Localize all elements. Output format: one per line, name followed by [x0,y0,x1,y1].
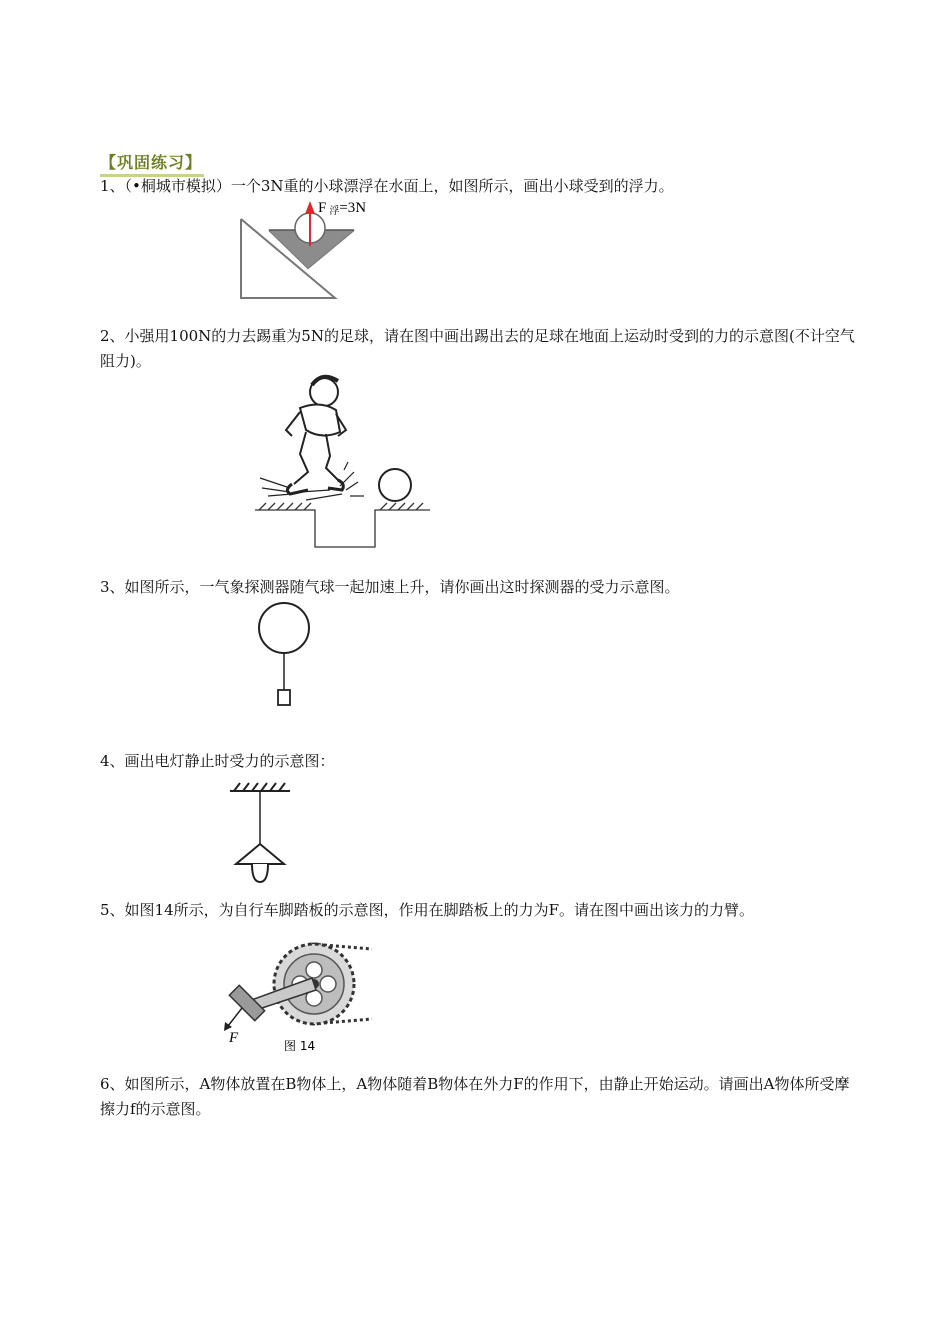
question-6: 6、如图所示，A物体放置在B物体上，A物体随着B物体在外力F的作用下，由静止开始运动。请画出A物体所受摩擦力f的示意图。 [100,1075,850,1118]
question-1: 1、（•桐城市模拟）一个3N重的小球漂浮在水面上，如图所示，画出小球受到的浮力。 [100,177,674,195]
question-5: 5、如图14所示，为自行车脚踏板的示意图，作用在脚踏板上的力为F。请在图中画出该力的力臂。 [100,901,755,919]
pedal-force-label: F [229,1030,239,1046]
question-4: 4、画出电灯静止时受力的示意图： [100,752,335,770]
pedal-force-arrow [228,1008,242,1026]
question-2: 2、小强用100N的力去踢重为5N的足球，请在图中画出踢出去的足球在地面上运动时受到的力的示意图(不计空气阻力)。 [100,327,855,370]
section-title: 【巩固练习】 [100,150,204,177]
question-3: 3、如图所示，一气象探测器随气球一起加速上升，请你画出这时探测器的受力示意图。 [100,578,680,596]
figure-14-caption: 图 14 [284,1039,316,1053]
buoyancy-label: F浮=3N [318,200,367,217]
